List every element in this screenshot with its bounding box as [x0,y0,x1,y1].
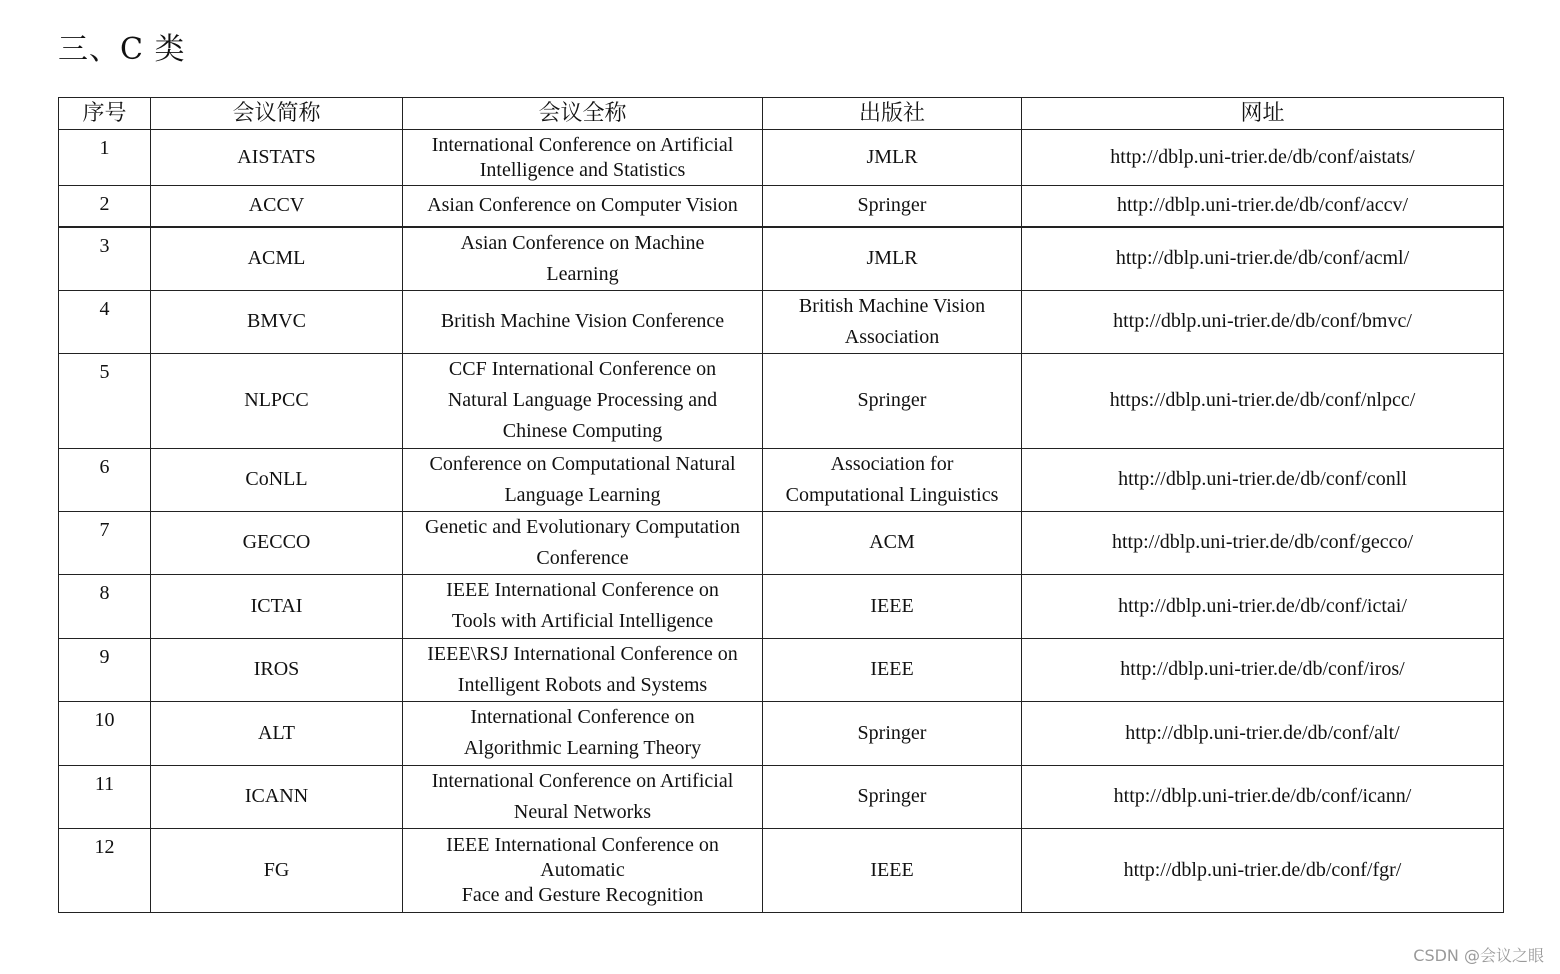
cell-abbreviation: IROS [151,638,403,701]
full-name-line: Tools with Artificial Intelligence [451,610,714,632]
full-name-line: International Conference on Artificial [431,133,734,156]
conference-table [58,97,1504,913]
full-name-line: Automatic [540,858,625,881]
table-row [59,186,1504,227]
header-full-name: 会议全称 [403,98,763,130]
cell-url: http://dblp.uni-trier.de/db/conf/iros/ [1022,638,1504,701]
cell-publisher [763,638,1022,701]
full-name-line: Asian Conference on Computer Vision [427,194,738,217]
full-name-line: Intelligent Robots and Systems [457,673,708,696]
cell-publisher [763,574,1022,638]
publisher-line: Computational Linguistics [785,483,999,506]
publisher-line: Springer [857,785,927,807]
full-name-line: Face and Gesture Recognition [461,883,704,906]
cell-full-name [403,638,763,701]
table-row [59,511,1504,574]
cell-abbreviation: CoNLL [151,448,403,511]
header-publisher: 出版社 [763,98,1022,130]
table-row [59,638,1504,701]
cell-url: http://dblp.uni-trier.de/db/conf/alt/ [1022,701,1504,765]
cell-full-name [403,186,763,227]
cell-publisher [763,227,1022,291]
full-name-line: Intelligence and Statistics [479,158,686,181]
cell-abbreviation: FG [151,828,403,912]
cell-index: 4 [59,290,151,353]
full-name-line: Asian Conference on Machine [460,231,705,254]
cell-abbreviation: AISTATS [151,130,403,186]
cell-publisher [763,290,1022,353]
full-name-line: Language Learning [504,483,661,506]
publisher-line: IEEE [870,858,914,881]
cell-abbreviation: NLPCC [151,353,403,448]
cell-abbreviation: GECCO [151,511,403,574]
cell-full-name [403,701,763,765]
cell-full-name [403,511,763,574]
full-name-line: IEEE International Conference on [446,833,719,856]
cell-publisher [763,765,1022,828]
cell-abbreviation: BMVC [151,290,403,353]
cell-index: 12 [59,828,151,912]
publisher-line: IEEE [870,658,914,680]
cell-full-name [403,574,763,638]
table-row [59,765,1504,828]
header-url: 网址 [1022,98,1504,130]
table-row [59,701,1504,765]
cell-url: http://dblp.uni-trier.de/db/conf/conll [1022,448,1504,511]
full-name-line: Genetic and Evolutionary Computation [425,515,740,538]
table-row [59,828,1504,912]
full-name-line: Natural Language Processing and [447,389,718,411]
cell-url: http://dblp.uni-trier.de/db/conf/ictai/ [1022,574,1504,638]
cell-index: 10 [59,701,151,765]
cell-index: 11 [59,765,151,828]
cell-url: http://dblp.uni-trier.de/db/conf/acml/ [1022,227,1504,291]
cell-publisher [763,448,1022,511]
full-name-line: Algorithmic Learning Theory [463,737,702,759]
cell-url: http://dblp.uni-trier.de/db/conf/bmvc/ [1022,290,1504,353]
section-title: 三、C 类 [58,32,186,67]
cell-abbreviation: ICTAI [151,574,403,638]
cell-url: http://dblp.uni-trier.de/db/conf/gecco/ [1022,511,1504,574]
publisher-line: IEEE [870,594,914,617]
cell-url: http://dblp.uni-trier.de/db/conf/icann/ [1022,765,1504,828]
cell-index: 2 [59,186,151,227]
cell-full-name [403,353,763,448]
cell-publisher [763,828,1022,912]
publisher-line: Association for [830,452,954,475]
publisher-line: JMLR [866,247,918,269]
publisher-line: Springer [857,721,927,744]
publisher-line: Association [844,325,940,348]
table-header-row [59,98,1504,130]
full-name-line: British Machine Vision Conference [440,310,725,332]
table-row [59,574,1504,638]
table-row [59,227,1504,291]
full-name-line: Conference [536,546,629,569]
header-index: 序号 [59,98,151,130]
full-name-line: International Conference on Artificial [431,769,734,792]
cell-publisher [763,186,1022,227]
cell-url: https://dblp.uni-trier.de/db/conf/nlpcc/ [1022,353,1504,448]
cell-full-name [403,828,763,912]
cell-full-name [403,765,763,828]
cell-full-name [403,448,763,511]
publisher-line: Springer [857,389,927,411]
full-name-line: IEEE International Conference on [446,579,719,601]
cell-full-name [403,227,763,291]
full-name-line: Conference on Computational Natural [429,452,736,475]
watermark: CSDN @会议之眼 [1413,946,1544,965]
cell-index: 3 [59,227,151,291]
table-row [59,353,1504,448]
full-name-line: International Conference on [470,706,695,728]
publisher-line: British Machine Vision [798,294,986,317]
header-abbreviation: 会议简称 [151,98,403,130]
table-row [59,448,1504,511]
cell-index: 9 [59,638,151,701]
cell-index: 6 [59,448,151,511]
cell-abbreviation: ICANN [151,765,403,828]
cell-url: http://dblp.uni-trier.de/db/conf/accv/ [1022,186,1504,227]
cell-index: 1 [59,130,151,186]
cell-url: http://dblp.uni-trier.de/db/conf/fgr/ [1022,828,1504,912]
cell-full-name [403,130,763,186]
cell-index: 7 [59,511,151,574]
full-name-line: Neural Networks [513,800,652,823]
table-row [59,130,1504,186]
cell-publisher [763,701,1022,765]
publisher-line: ACM [869,531,915,553]
cell-abbreviation: ACML [151,227,403,291]
full-name-line: IEEE\RSJ International Conference on [427,642,738,665]
cell-publisher [763,511,1022,574]
cell-full-name [403,290,763,353]
publisher-line: JMLR [866,146,918,168]
full-name-line: Learning [546,262,619,285]
cell-abbreviation: ALT [151,701,403,765]
cell-index: 5 [59,353,151,448]
cell-publisher [763,130,1022,186]
cell-publisher [763,353,1022,448]
publisher-line: Springer [857,194,927,217]
full-name-line: Chinese Computing [502,420,663,442]
cell-index: 8 [59,574,151,638]
cell-url: http://dblp.uni-trier.de/db/conf/aistats/ [1022,130,1504,186]
table-body [59,130,1504,913]
table-row [59,290,1504,353]
full-name-line: CCF International Conference on [448,358,717,380]
cell-abbreviation: ACCV [151,186,403,227]
